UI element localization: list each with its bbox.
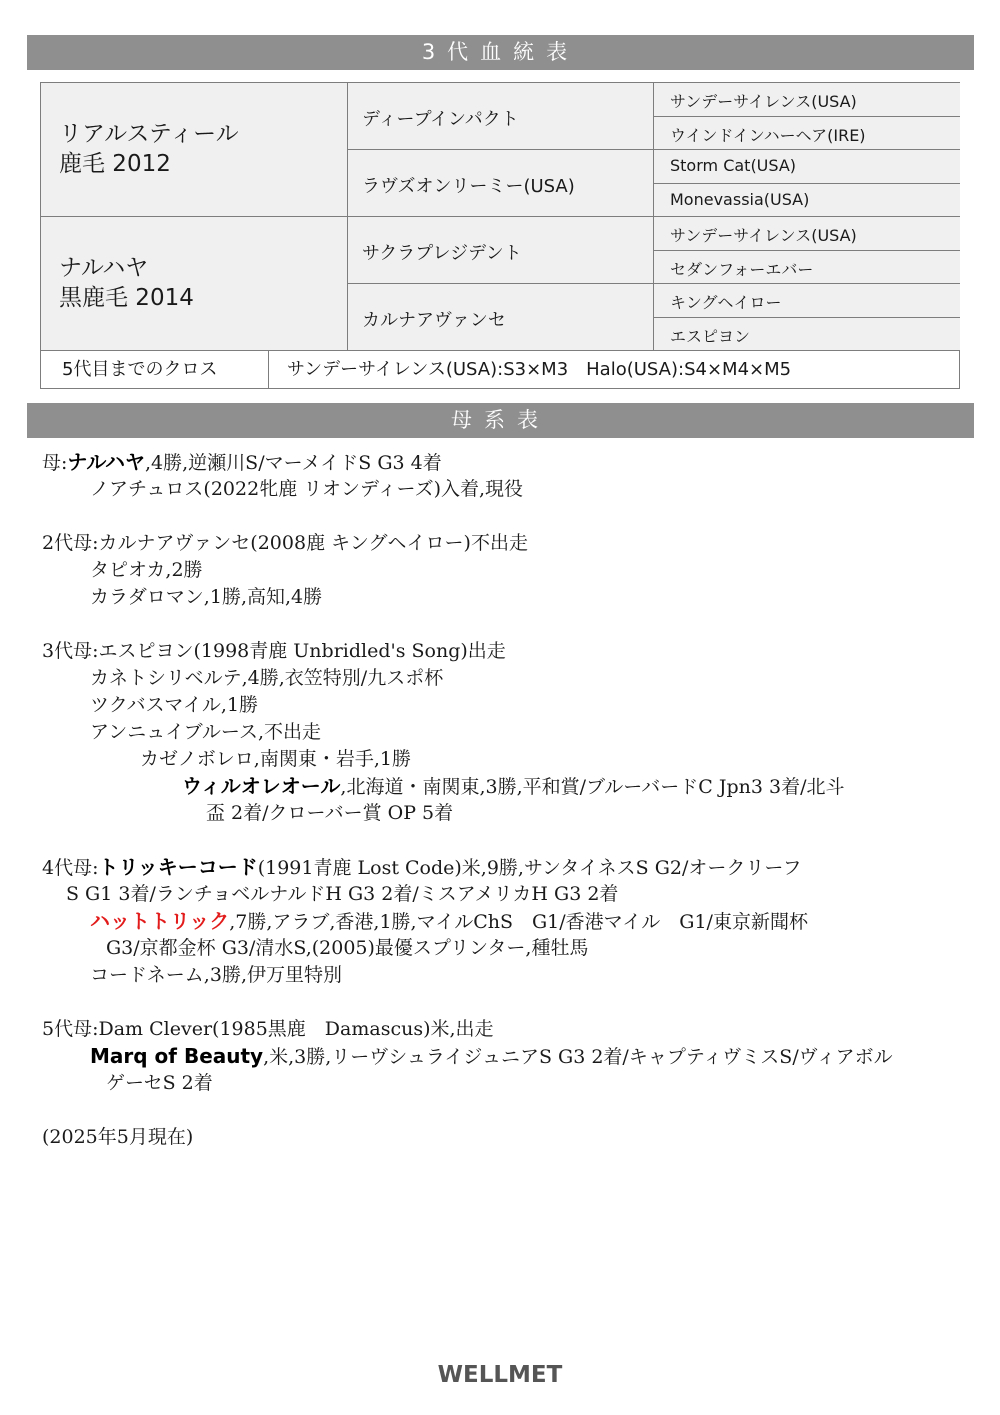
horse-record: ,7勝,アラブ,香港,1勝,マイルChS G1/香港マイル G1/東京新聞杯 (229, 911, 808, 933)
family-line: G3/京都金杯 G3/清水S,(2005)最優スプリンター,種牡馬 (106, 937, 589, 959)
family-line (42, 854, 972, 881)
dam-name: ナルハヤ (59, 255, 149, 281)
sss-cell (654, 83, 960, 117)
pedigree-header: 3代血統表 (27, 35, 974, 70)
dam-cell (41, 217, 348, 351)
family-line (42, 773, 972, 800)
family-line: ゲーセS 2着 (106, 1072, 213, 1094)
dsd-name: セダンフォーエバー (670, 259, 814, 279)
dam-sire-name: サクラプレジデント (362, 243, 522, 264)
family-line (42, 1043, 972, 1070)
family-line: カゼノボレロ,南関東・岩手,1勝 (140, 748, 411, 770)
dam-dam-name: カルナアヴァンセ (362, 310, 506, 331)
sds-cell (654, 150, 960, 184)
sire-sire-name: ディープインパクト (362, 109, 519, 130)
family-line: 2代母:カルナアヴァンセ(2008鹿 キングヘイロー)不出走 (42, 532, 528, 554)
ssd-name: ウインドインハーヘア(IRE) (670, 125, 866, 145)
sire-sire-cell (348, 83, 654, 150)
cross-value: サンデーサイレンス(USA):S3×M3 Halo(USA):S4×M4×M5 (287, 359, 792, 380)
family-line: S G1 3着/ランチョベルナルドH G3 2着/ミスアメリカH G3 2着 (66, 883, 619, 905)
horse-record: ,北海道・南関東,3勝,平和賞/ブルーバードC Jpn3 3着/北斗 (340, 776, 845, 798)
family-table (42, 449, 972, 1151)
pedigree-table (40, 82, 960, 389)
sds-name: Storm Cat(USA) (670, 156, 797, 175)
cross-row (41, 351, 959, 388)
sire-dam-name: ラヴズオンリーミー(USA) (362, 176, 575, 197)
horse-name-bold: Marq of Beauty (90, 1044, 264, 1068)
generation-prefix: 4代母: (42, 857, 99, 879)
dss-cell (654, 217, 960, 251)
family-line: 盃 2着/クローバー賞 OP 5着 (206, 802, 454, 824)
as-of-date: (2025年5月現在) (42, 1126, 194, 1148)
family-header: 母系表 (27, 403, 974, 438)
sdd-name: Monevassia(USA) (670, 189, 810, 209)
family-line: ツクバスマイル,1勝 (90, 694, 259, 716)
ssd-cell (654, 117, 960, 151)
wellmet-logo: WELLMET (437, 1362, 563, 1388)
family-line: カネトシリベルテ,4勝,衣笠特別/九スポ杯 (90, 667, 444, 689)
horse-record: ,米,3勝,リーヴシュライジュニアS G3 2着/キャプティヴミスS/ヴィアボル (263, 1046, 893, 1068)
dam-dam-cell (348, 284, 654, 351)
horse-name-bold: ウィルオレオール (182, 774, 341, 798)
family-line: 5代母:Dam Clever(1985黒鹿 Damascus)米,出走 (42, 1018, 494, 1040)
ddd-name: エスピヨン (670, 326, 751, 346)
family-line: コードネーム,3勝,伊万里特別 (90, 964, 342, 986)
sire-info: 鹿毛 2012 (59, 151, 171, 177)
family-line: カラダロマン,1勝,高知,4勝 (90, 586, 323, 608)
dds-cell (654, 284, 960, 318)
sire-cell (41, 83, 348, 217)
cross-label: 5代目までのクロス (41, 351, 269, 388)
family-line: アンニュイブルース,不出走 (90, 721, 322, 743)
horse-record: (1991青鹿 Lost Code)米,9勝,サンタイネスS G2/オークリーフ (257, 857, 802, 879)
horse-name-bold: トリッキーコード (98, 855, 258, 879)
family-line (42, 908, 972, 935)
family-line: タピオカ,2勝 (90, 559, 203, 581)
sire-dam-cell (348, 150, 654, 217)
dam-info: 黒鹿毛 2014 (59, 285, 194, 311)
dds-name: キングヘイロー (670, 293, 782, 312)
dsd-cell (654, 251, 960, 285)
sss-name: サンデーサイレンス(USA) (670, 92, 857, 111)
dam-line (42, 449, 972, 476)
horse-name-highlight: ハットトリック (90, 909, 230, 933)
dam-prefix: 母: (42, 452, 68, 474)
dss-name: サンデーサイレンス(USA) (670, 226, 857, 245)
dam-sire-cell (348, 217, 654, 284)
family-line: 3代母:エスピヨン(1998青鹿 Unbridled's Song)出走 (42, 640, 506, 662)
dam-name-bold: ナルハヤ (67, 450, 146, 474)
sdd-cell (654, 184, 960, 218)
family-line: ノアチュロス(2022牝鹿 リオンディーズ)入着,現役 (90, 478, 524, 500)
ddd-cell (654, 318, 960, 352)
sire-name: リアルスティール (59, 121, 239, 147)
dam-record: ,4勝,逆瀬川S/マーメイドS G3 4着 (145, 452, 442, 474)
